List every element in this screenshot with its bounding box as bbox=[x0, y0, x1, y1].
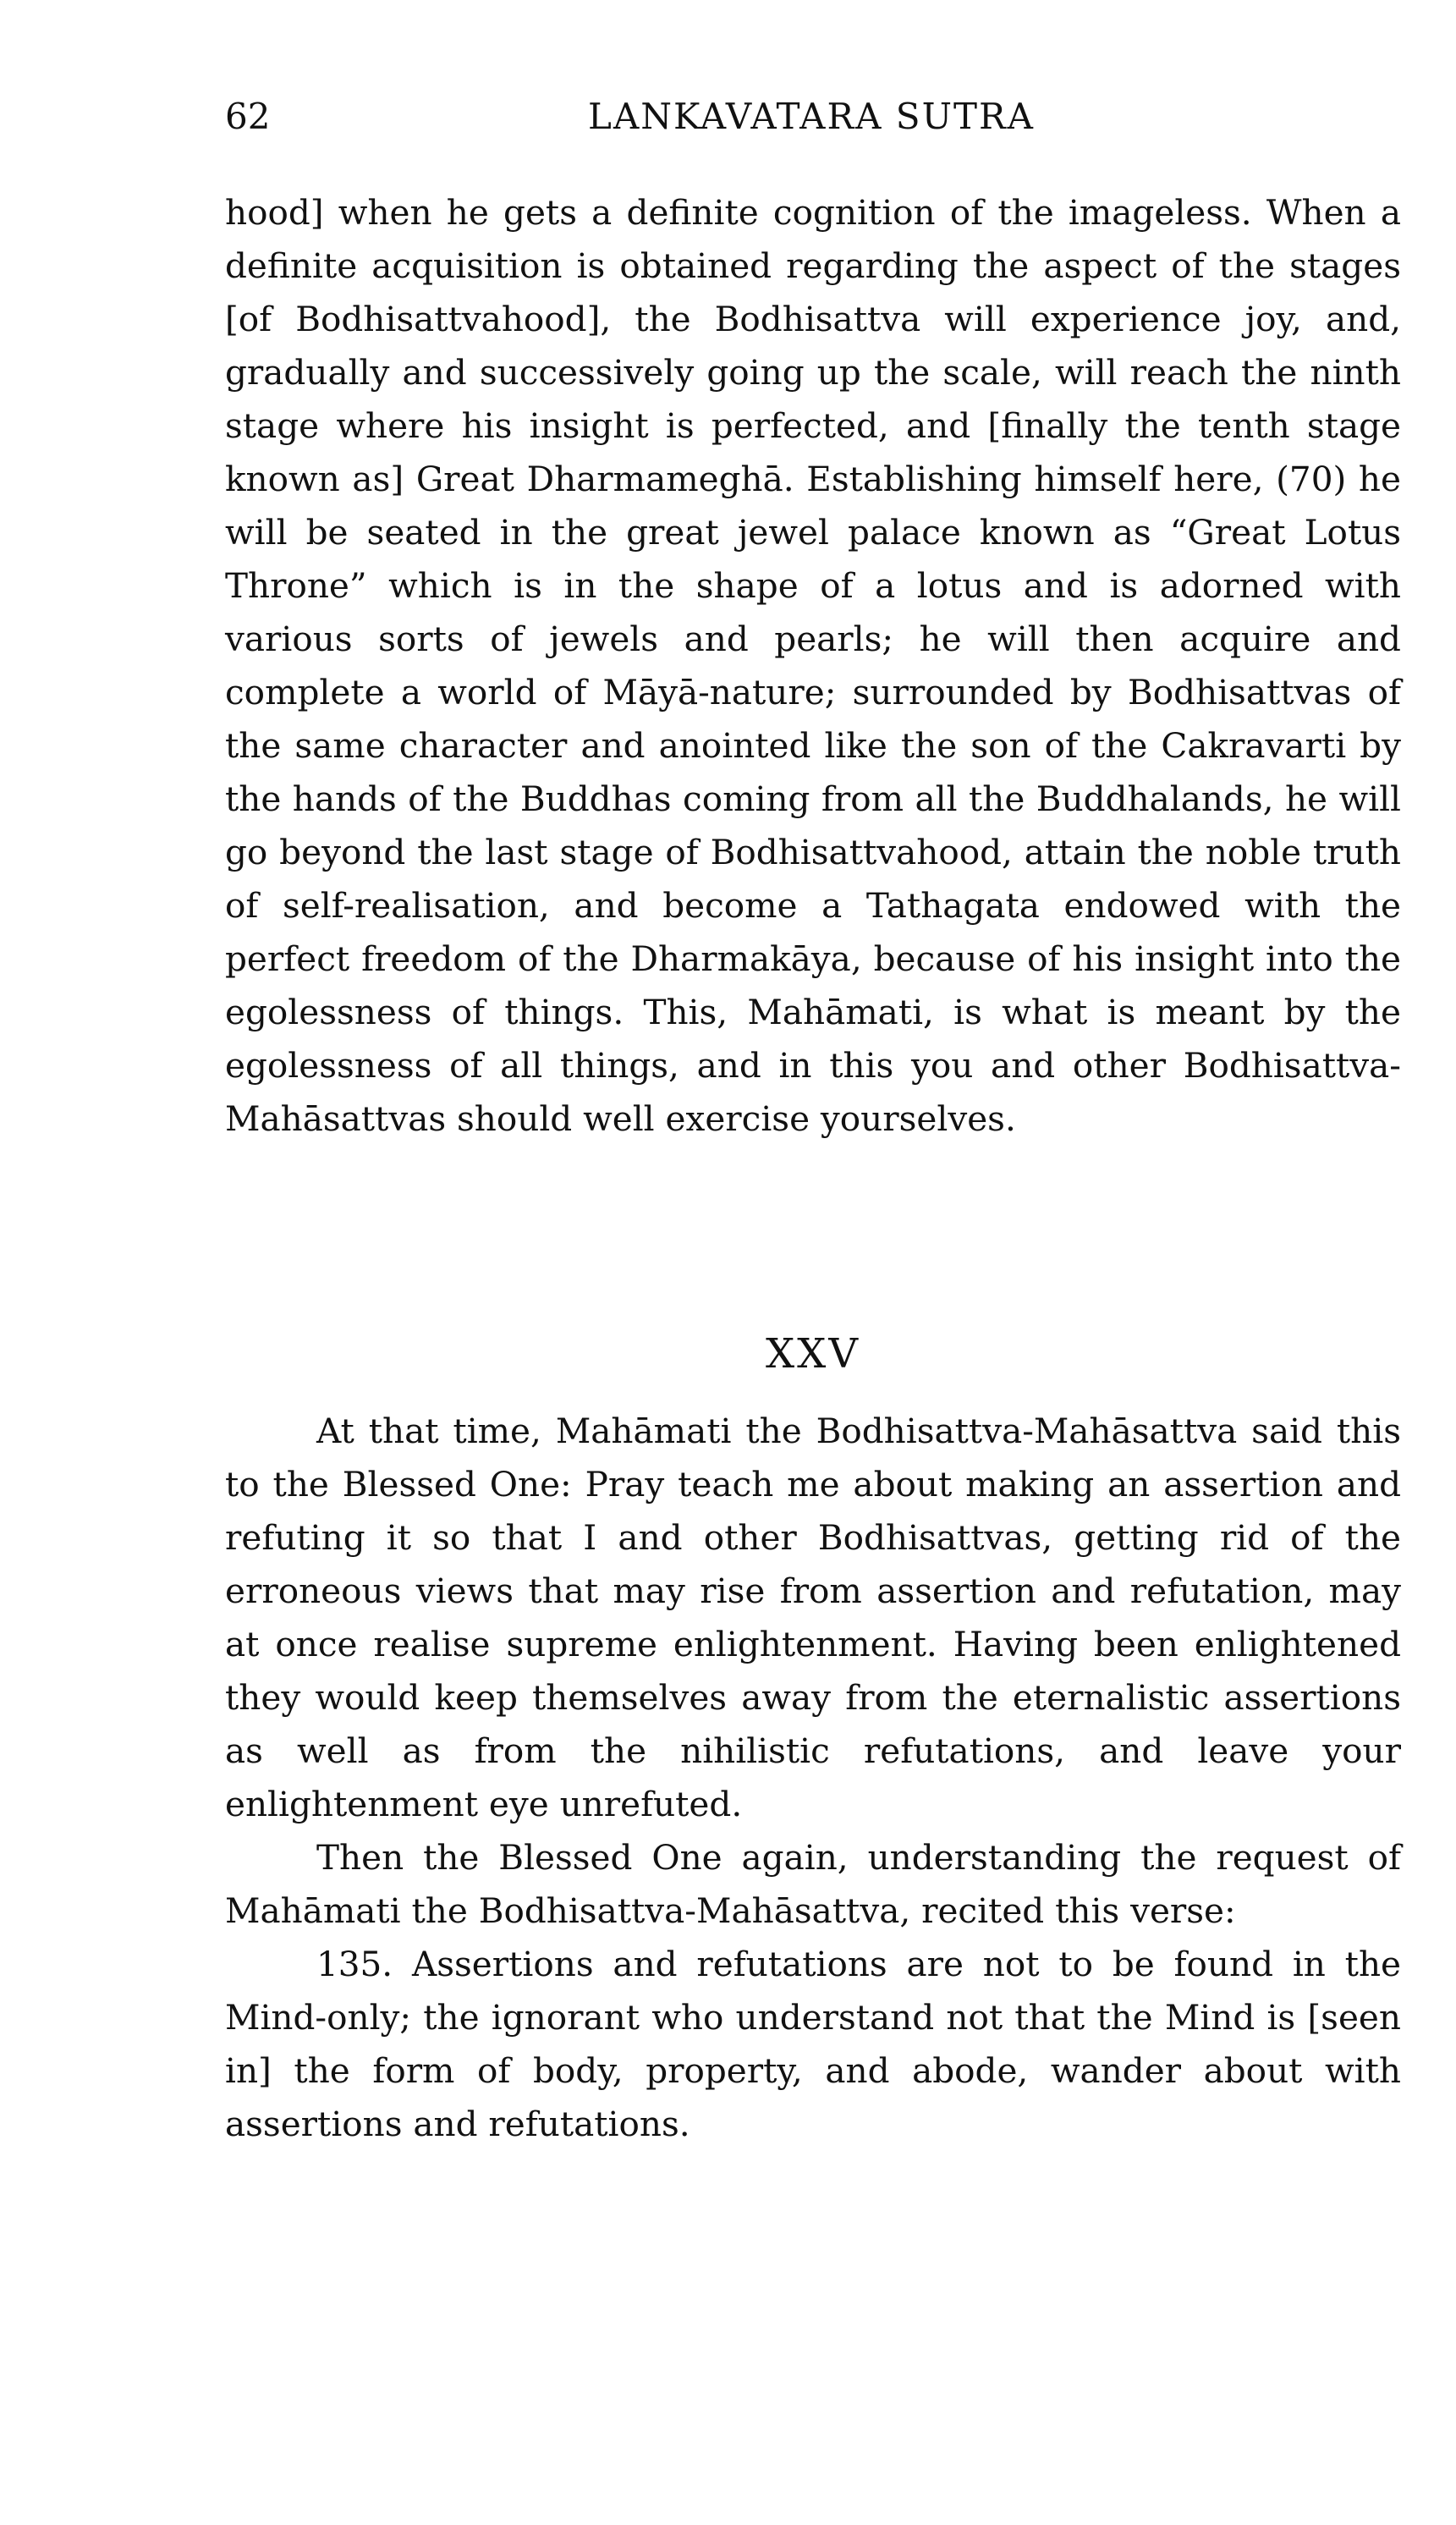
running-title: LANKAVATARA SUTRA bbox=[588, 96, 1035, 137]
page-number: 62 bbox=[225, 96, 271, 137]
section-text-block bbox=[225, 1405, 1401, 2151]
paragraph: At that time, Mahāmati the Bodhisattva-Mahāsattva said this to the Blessed One: Pray teach me about making an assertion and refuting it so that I and other Bodhisattvas, getting rid of the erroneous views that may rise from assertion and refutation, may at once realise supreme enlightenment. Having been enlightened they would keep themselves away from the eternalistic assertions as well as from the nihilistic refutations, and leave your enlightenment eye unrefuted. bbox=[225, 1411, 1401, 1824]
continued-text-block bbox=[225, 186, 1401, 1146]
running-head bbox=[225, 91, 1398, 142]
section-heading: XXV bbox=[765, 1330, 860, 1378]
paragraph: Then the Blessed One again, understanding the request of Mahāmati the Bodhisattva-Mahāsattva, recited this verse: bbox=[225, 1837, 1401, 1931]
verse-paragraph: 135. Assertions and refutations are not to be found in the Mind-only; the ignorant who understand not that the Mind is [seen in] the form of body, property, and abode, wander about with assertions and refutations. bbox=[225, 1944, 1401, 2144]
paragraph: hood] when he gets a definite cognition of the imageless. When a definite acquisition is obtained regarding the aspect of the stages [of Bodhisattvahood], the Bodhisattva will experience joy, and, gradually and successively going up the scale, will reach the ninth stage where his insight is perfected, and [finally the tenth stage known as] Great Dharmameghā. Establishing himself here, (70) he will be seated in the great jewel palace known as “Great Lotus Throne” which is in the shape of a lotus and is adorned with various sorts of jewels and pearls; he will then acquire and complete a world of Māyā-nature; surrounded by Bodhisattvas of the same character and anointed like the son of the Cakravarti by the hands of the Buddhas coming from all the Buddhalands, he will go beyond the last stage of Bodhisattvahood, attain the noble truth of self-realisation, and become a Tathagata endowed with the perfect freedom of the Dharmakāya, because of his insight into the egolessness of things. This, Mahāmati, is what is meant by the egolessness of all things, and in this you and other Bodhisattva-Mahāsattvas should well exercise yourselves. bbox=[225, 192, 1401, 1139]
